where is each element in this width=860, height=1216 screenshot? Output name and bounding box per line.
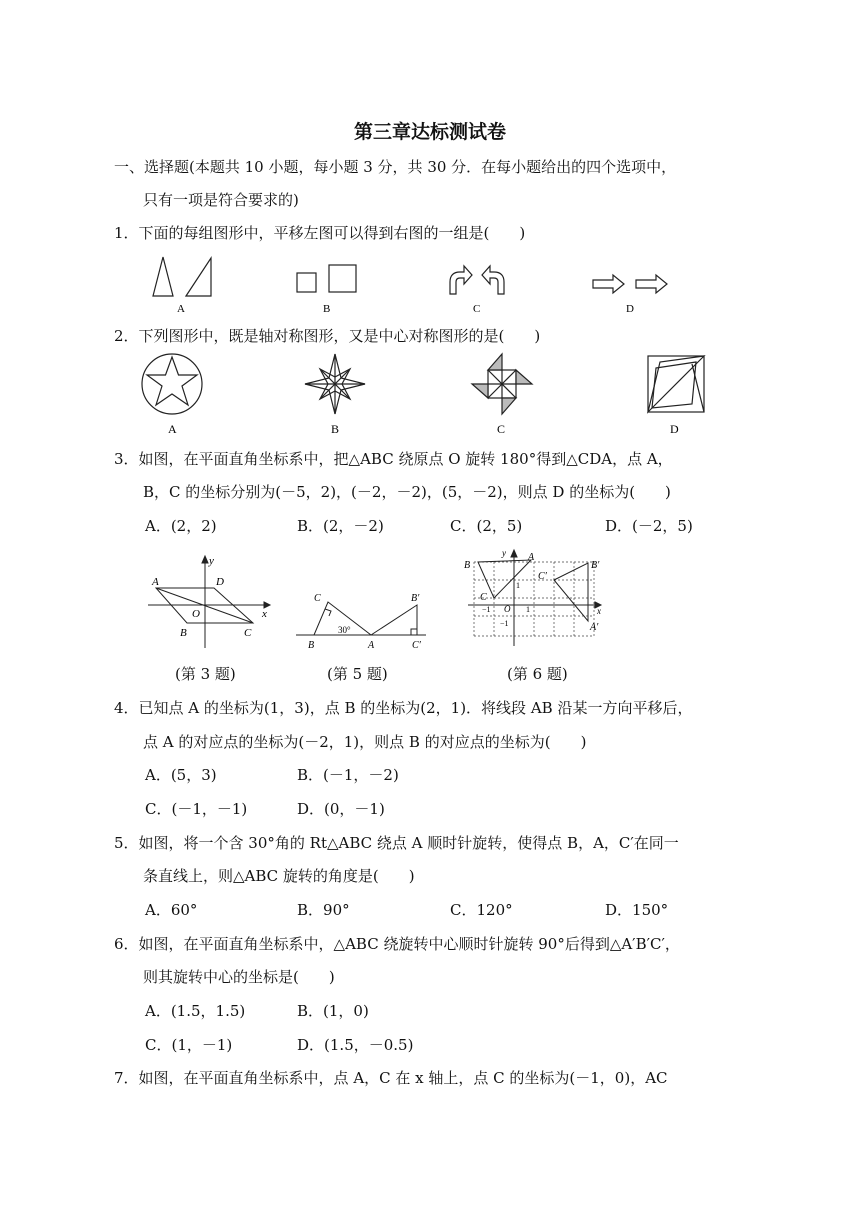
fig3-label-c: C (244, 627, 252, 639)
q3-option-c: C．(2，5) (450, 517, 523, 535)
fig3-label-b: B (180, 627, 187, 639)
q2-label-d: D (670, 422, 679, 436)
q4-option-c: C．(－1，－1) (145, 800, 248, 818)
question-7: 7．如图，在平面直角坐标系中，点 A，C 在 x 轴上，点 C 的坐标为(－1，0)，AC (114, 1069, 668, 1087)
figure-3-caption: (第 3 题) (175, 665, 236, 683)
figure-6 (458, 546, 608, 656)
q1-figures (140, 250, 700, 318)
q4-option-b: B．(－1，－2) (297, 766, 399, 784)
figure-3 (140, 552, 280, 652)
fig3-label-a: A (152, 576, 159, 588)
fig6-tick-yneg1: −1 (500, 619, 509, 628)
q1-label-c: C (473, 303, 481, 315)
q6-option-d: D．(1.5，－0.5) (297, 1036, 414, 1054)
section-heading: 一、选择题(本题共 10 小题，每小题 3 分，共 30 分．在每小题给出的四个选项中， (114, 158, 677, 176)
q2-figures (140, 352, 730, 440)
question-1: 1．下面的每组图形中，平移左图可以得到右图的一组是( ) (114, 224, 526, 242)
fig5-label-a: A (368, 640, 375, 651)
fig3-label-y: y (209, 555, 214, 567)
fig6-tick-xneg1: −1 (482, 605, 491, 614)
fig3-label-x: x (262, 608, 267, 620)
fig6-label-aprime: A′ (590, 622, 599, 633)
q4-option-a: A．(5，3) (145, 766, 217, 784)
q3-option-b: B．(2，－2) (297, 517, 384, 535)
question-5-cont: 条直线上，则△ABC 旋转的角度是( ) (143, 867, 415, 885)
q1-label-d: D (626, 303, 634, 315)
question-6: 6．如图，在平面直角坐标系中，△ABC 绕旋转中心顺时针旋转 90°后得到△A′B′C′， (114, 935, 680, 953)
q3-option-d: D．(－2，5) (605, 517, 693, 535)
fig5-label-cprime: C′ (412, 640, 421, 651)
fig6-label-cprime: C′ (538, 571, 547, 582)
q2-label-a: A (168, 422, 177, 436)
page-title: 第三章达标测试卷 (353, 121, 506, 143)
q5-option-a: A．60° (145, 901, 198, 919)
section-heading-cont: 只有一项是符合要求的) (143, 191, 299, 209)
fig6-label-o: O (504, 604, 511, 614)
q6-option-b: B．(1，0) (297, 1002, 369, 1020)
q5-option-d: D．150° (605, 901, 669, 919)
question-3: 3．如图，在平面直角坐标系中，把△ABC 绕原点 O 旋转 180°得到△CDA，点 A， (114, 450, 673, 468)
fig5-label-b: B (308, 640, 315, 651)
question-2: 2．下列图形中，既是轴对称图形，又是中心对称图形的是( ) (114, 327, 541, 345)
q5-option-c: C．120° (450, 901, 513, 919)
fig6-label-b: B (464, 560, 471, 571)
q6-option-a: A．(1.5，1.5) (145, 1002, 246, 1020)
fig3-label-d: D (216, 576, 224, 588)
figure-5-caption: (第 5 题) (327, 665, 388, 683)
fig6-tick-y1: 1 (516, 581, 520, 590)
q2-label-b: B (331, 422, 340, 436)
fig6-label-bprime: B′ (591, 560, 600, 571)
fig5-label-angle: 30° (338, 625, 351, 635)
q6-option-c: C．(1，－1) (145, 1036, 233, 1054)
q3-option-a: A．(2，2) (145, 517, 217, 535)
figure-5 (292, 592, 432, 654)
q4-option-d: D．(0，－1) (297, 800, 385, 818)
fig6-label-c: C (480, 592, 487, 603)
fig6-tick-x1: 1 (526, 605, 530, 614)
fig6-label-a: A (528, 552, 535, 563)
fig6-label-y: y (502, 548, 506, 558)
q1-label-b: B (323, 303, 331, 315)
q5-option-b: B．90° (297, 901, 350, 919)
question-4-cont: 点 A 的对应点的坐标为(－2，1)，则点 B 的对应点的坐标为( ) (143, 733, 587, 751)
q1-label-a: A (177, 303, 185, 315)
fig6-label-x: x (597, 606, 601, 616)
question-6-cont: 则其旋转中心的坐标是( ) (143, 968, 335, 986)
question-5: 5．如图，将一个含 30°角的 Rt△ABC 绕点 A 顺时针旋转，使得点 B，A，C′在同一 (114, 834, 679, 852)
question-4: 4．已知点 A 的坐标为(1，3)，点 B 的坐标为(2，1)．将线段 AB 沿某一方向平移后， (114, 699, 693, 717)
q2-label-c: C (497, 422, 506, 436)
question-3-cont: B，C 的坐标分别为(－5，2)，(－2，－2)，(5，－2)，则点 D 的坐标为( ) (143, 483, 671, 501)
fig5-label-c: C (314, 593, 321, 604)
figure-6-caption: (第 6 题) (507, 665, 568, 683)
fig3-label-o: O (192, 608, 200, 620)
fig5-label-bprime: B′ (411, 593, 420, 604)
